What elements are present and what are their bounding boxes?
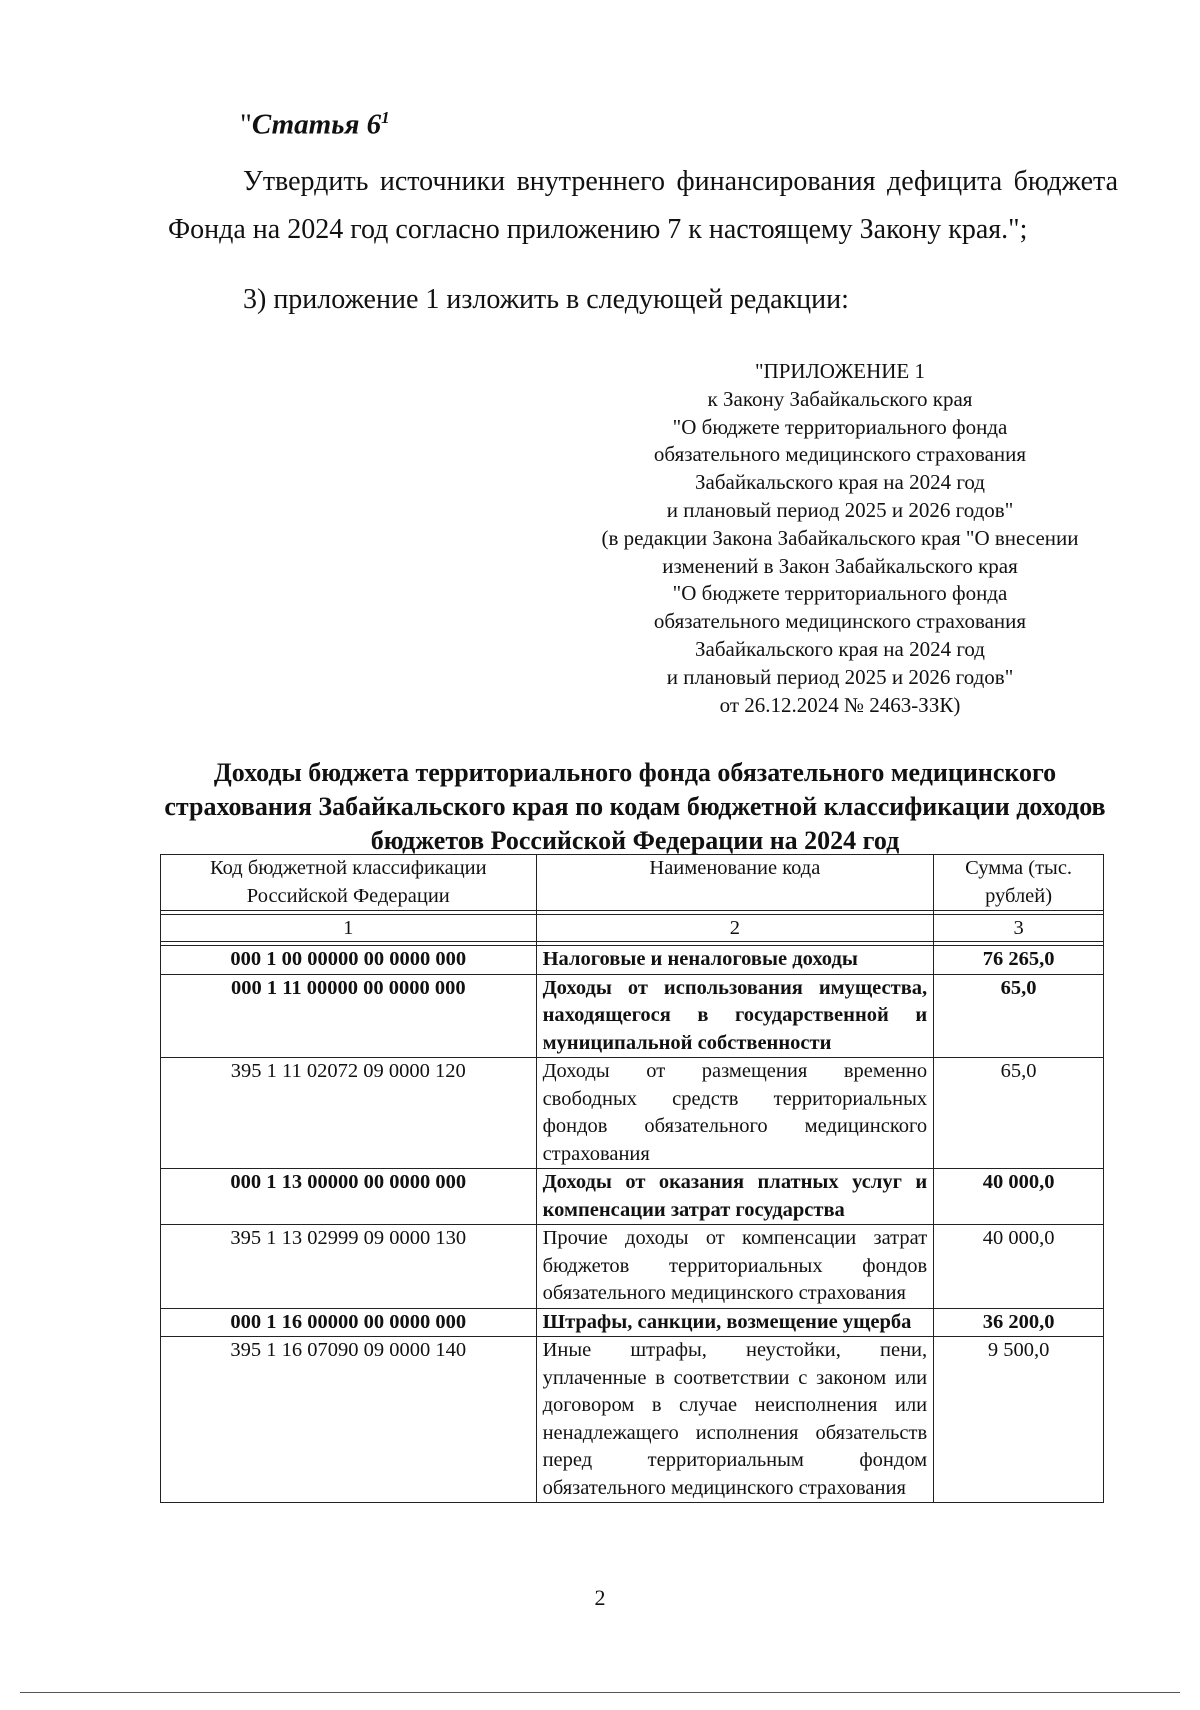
row-code: 395 1 11 02072 09 0000 120 [161, 1058, 537, 1169]
row-amount: 76 265,0 [934, 946, 1104, 975]
table-row [161, 946, 1104, 975]
row-code: 000 1 16 00000 00 0000 000 [161, 1308, 537, 1337]
row-code: 395 1 16 07090 09 0000 140 [161, 1337, 537, 1503]
appendix-stamp [540, 358, 1140, 719]
column-number: 3 [934, 915, 1104, 942]
row-code: 000 1 13 00000 00 0000 000 [161, 1169, 537, 1225]
appendix-line: "ПРИЛОЖЕНИЕ 1 [754, 359, 926, 383]
revenue-table [160, 854, 1104, 1503]
paragraph-appendix-amendment: 3) приложение 1 изложить в следующей редакции: [243, 284, 849, 315]
column-number: 1 [161, 915, 537, 942]
row-name: Иные штрафы, неустойки, пени, уплаченные в соответствии с законом или договором в случае неисполнения или ненадлежащего исполнения обязательств перед территориальным фондом обязательного медицинского страхования [536, 1337, 934, 1503]
row-amount: 40 000,0 [934, 1225, 1104, 1309]
header-amount: Сумма (тыс. рублей) [934, 855, 1104, 911]
header-name: Наименование кода [536, 855, 934, 911]
appendix-line: Забайкальского края на 2024 год [695, 636, 985, 661]
appendix-line: к Закону Забайкальского края [707, 386, 973, 411]
appendix-line: обязательного медицинского страхования [653, 442, 1027, 467]
table-row [161, 974, 1104, 1058]
appendix-line: от 26.12.2024 № 2463-ЗЗК) [719, 692, 961, 717]
appendix-line: (в редакции Закона Забайкальского края "О внесении [601, 525, 1079, 550]
paragraph-approve-sources: Утвердить источники внутреннего финансирования дефицита бюджета Фонда на 2024 год согласно приложению 7 к настоящему Закону края."; [168, 166, 1118, 245]
row-name: Доходы от оказания платных услуг и компенсации затрат государства [536, 1169, 934, 1225]
row-name: Прочие доходы от компенсации затрат бюджетов территориальных фондов обязательного медицинского страхования [536, 1225, 934, 1309]
appendix-line: изменений в Закон Забайкальского края [662, 553, 1018, 578]
row-amount: 40 000,0 [934, 1169, 1104, 1225]
table-row [161, 1337, 1104, 1503]
row-amount: 65,0 [934, 1058, 1104, 1169]
row-name: Штрафы, санкции, возмещение ущерба [536, 1308, 934, 1337]
table-heading: Доходы бюджета территориального фонда обязательного медицинского страхования Забайкальского края по кодам бюджетной классификации доходов бюджетов Российской Федерации на 2024 год [164, 758, 1106, 855]
page-number: 2 [594, 1585, 606, 1610]
table-row [161, 1169, 1104, 1225]
appendix-line: Забайкальского края на 2024 год [695, 470, 985, 495]
column-number-row [161, 915, 1104, 942]
article-superscript: 1 [381, 108, 390, 127]
table-row [161, 1058, 1104, 1169]
row-code: 000 1 00 00000 00 0000 000 [161, 946, 537, 975]
table-header-row [161, 855, 1104, 911]
appendix-line: "О бюджете территориального фонда [672, 414, 1008, 439]
table-row [161, 1308, 1104, 1337]
appendix-line: "О бюджете территориального фонда [672, 581, 1008, 606]
row-amount: 65,0 [934, 974, 1104, 1058]
table-row [161, 1225, 1104, 1309]
row-amount: 9 500,0 [934, 1337, 1104, 1503]
article-title: Статья 6 [251, 108, 382, 141]
row-code: 000 1 11 00000 00 0000 000 [161, 974, 537, 1058]
row-name: Налоговые и неналоговые доходы [536, 946, 934, 975]
row-code: 395 1 13 02999 09 0000 130 [161, 1225, 537, 1309]
column-number: 2 [536, 915, 934, 942]
article-heading [240, 108, 390, 142]
scan-edge-line [20, 1692, 1180, 1693]
appendix-line: и плановый период 2025 и 2026 годов" [666, 497, 1014, 522]
header-code: Код бюджетной классификации Российской Федерации [161, 855, 537, 911]
appendix-line: обязательного медицинского страхования [653, 609, 1027, 634]
row-name: Доходы от размещения временно свободных средств территориальных фондов обязательного медицинского страхования [536, 1058, 934, 1169]
appendix-line: и плановый период 2025 и 2026 годов" [666, 664, 1014, 689]
open-quote: " [240, 108, 252, 141]
row-amount: 36 200,0 [934, 1308, 1104, 1337]
row-name: Доходы от использования имущества, находящегося в государственной и муниципальной собственности [536, 974, 934, 1058]
